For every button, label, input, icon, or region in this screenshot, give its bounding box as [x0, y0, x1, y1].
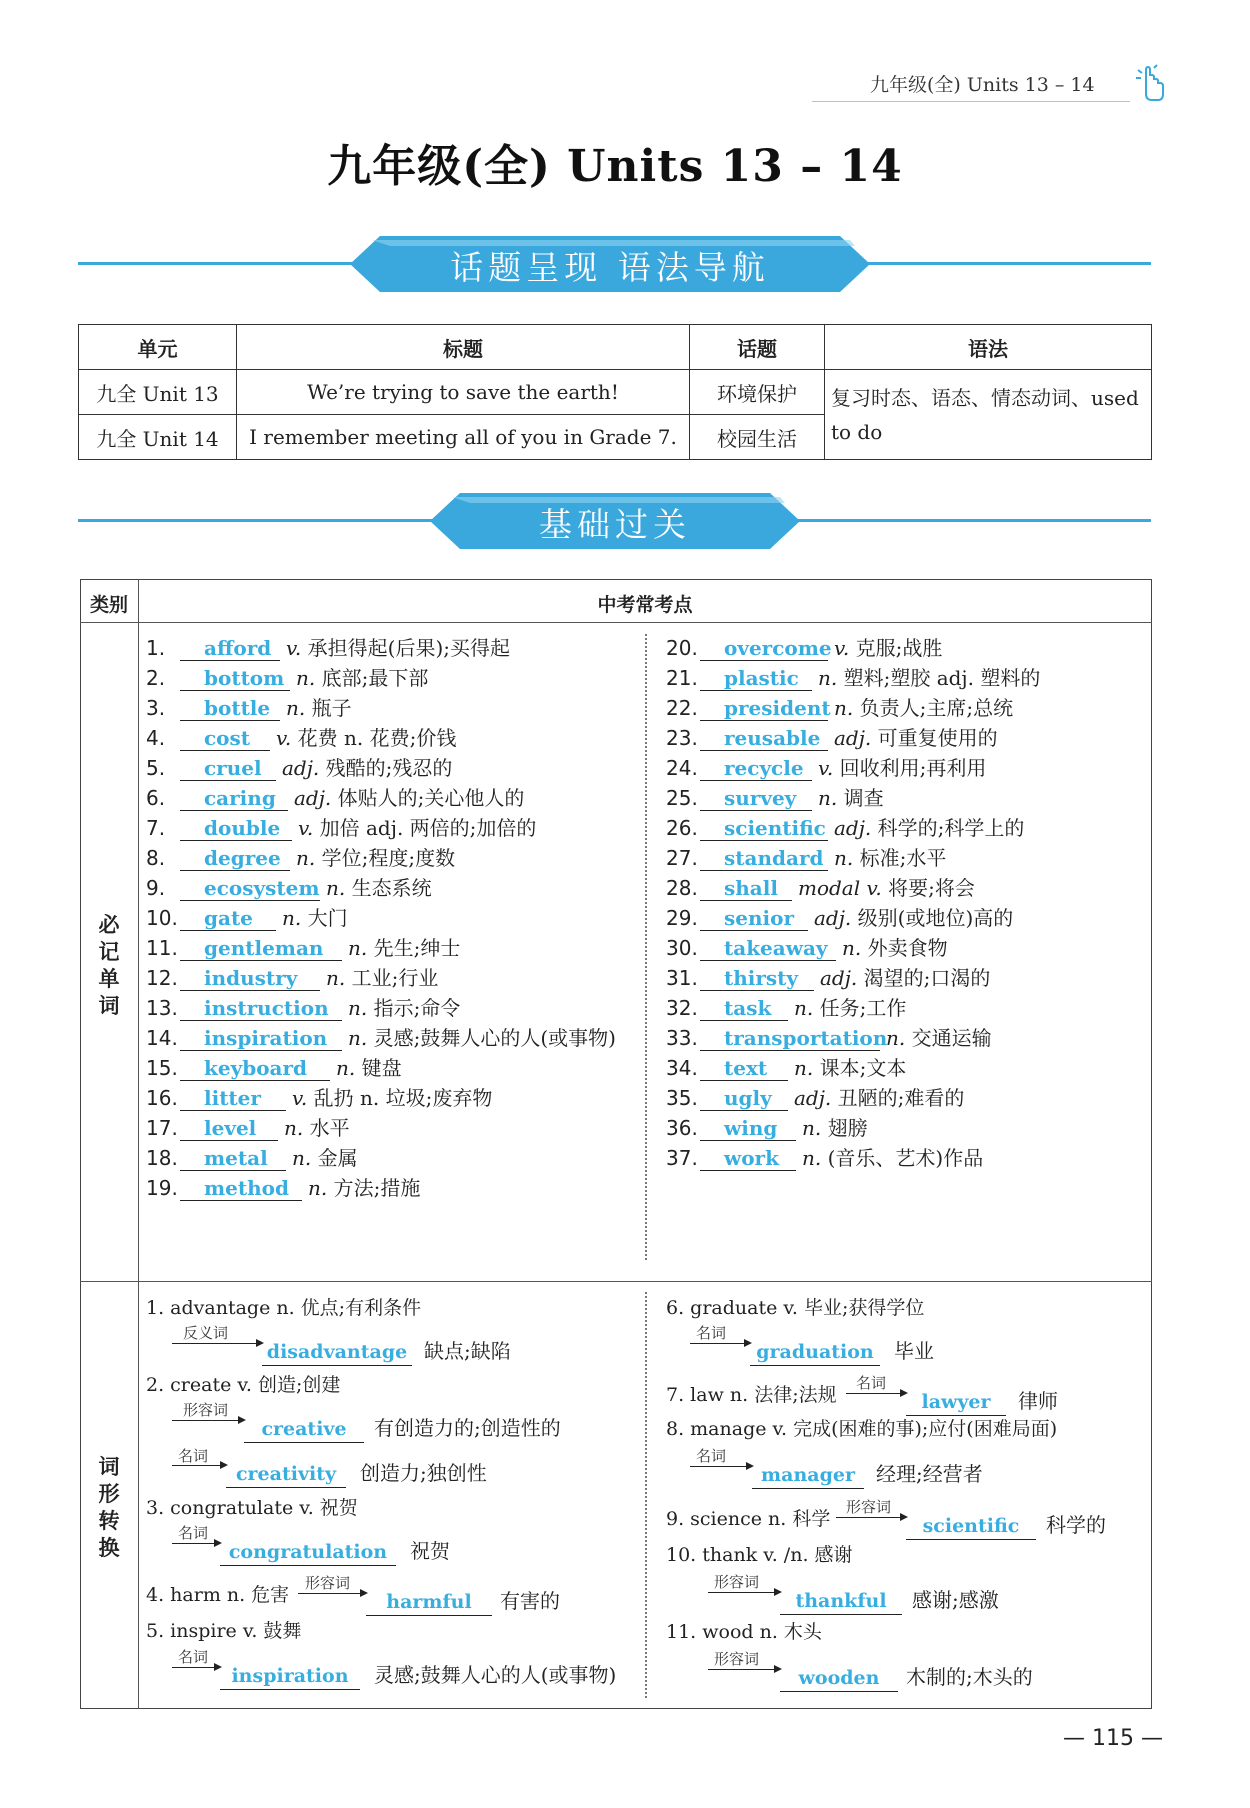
vocab-item [146, 993, 616, 1023]
form-meaning: 有创造力的;创造性的 [374, 1416, 561, 1440]
form-question: 5. inspire v. 鼓舞 [146, 1620, 302, 1642]
item-number: 19. [146, 1176, 178, 1200]
arrow-icon [708, 1669, 780, 1670]
answer-blank: wing [700, 1116, 796, 1141]
form-relation-label: 形容词 [846, 1498, 892, 1516]
meaning: 工业;行业 [351, 966, 439, 990]
item-number: 12. [146, 966, 178, 990]
part-of-speech: n. [818, 786, 838, 810]
category-forms: 词形转换 [98, 1455, 120, 1560]
arrow-icon [172, 1343, 262, 1344]
vocab-item [146, 693, 616, 723]
item-number: 3. [146, 696, 166, 720]
answer-blank: industry [180, 966, 320, 991]
item-number: 24. [666, 756, 698, 780]
vocab-item [146, 1143, 616, 1173]
answer-blank: ecosystem [180, 876, 320, 901]
part-of-speech: modal v. [798, 876, 882, 900]
item-number: 25. [666, 786, 698, 810]
column-separator [645, 1292, 647, 1698]
meaning: 先生;绅士 [373, 936, 461, 960]
category-vocab: 必记单词 [98, 913, 120, 1018]
vocab-item [666, 1113, 1040, 1143]
topic-cell: 环境保护 [690, 370, 825, 415]
form-relation-label: 形容词 [305, 1574, 351, 1592]
meaning: 级别(或地位)高的 [857, 906, 1014, 930]
vocab-item [146, 933, 616, 963]
meaning: 花费 n. 花费;价钱 [297, 726, 457, 750]
vocab-item [146, 1023, 616, 1053]
form-question: 8. manage v. 完成(困难的事);应付(困难局面) [666, 1418, 1058, 1440]
meaning: 渴望的;口渴的 [863, 966, 991, 990]
part-of-speech: adj. [282, 756, 320, 780]
form-answer: wooden [780, 1665, 898, 1692]
item-number: 8. [146, 846, 166, 870]
form-answer: harmful [366, 1589, 492, 1616]
part-of-speech: n. [282, 906, 302, 930]
meaning: 课本;文本 [819, 1056, 907, 1080]
meaning: 外卖食物 [867, 936, 948, 960]
item-number: 15. [146, 1056, 178, 1080]
arrow-icon [708, 1592, 780, 1593]
form-question: 7. law n. 法律;法规 [666, 1384, 837, 1406]
table-divider [138, 579, 139, 1709]
meaning: 将要;将会 [888, 876, 975, 900]
part-of-speech: n. [326, 876, 346, 900]
meaning: 残酷的;残忍的 [325, 756, 453, 780]
form-question: 2. create v. 创造;创建 [146, 1374, 341, 1396]
col-header-topic: 话题 [690, 325, 825, 370]
part-of-speech: n. [336, 1056, 356, 1080]
meaning: 调查 [843, 786, 884, 810]
arrow-icon [172, 1667, 220, 1668]
vocab-item [666, 873, 1040, 903]
arrow-icon [846, 1393, 906, 1394]
item-number: 18. [146, 1146, 178, 1170]
part-of-speech: v. [286, 636, 302, 660]
form-relation-label: 名词 [178, 1524, 209, 1542]
arrow-icon [690, 1466, 752, 1467]
meaning: 丑陋的;难看的 [837, 1086, 965, 1110]
form-question: 9. science n. 科学 [666, 1508, 831, 1530]
column-separator [645, 634, 647, 1260]
item-number: 22. [666, 696, 698, 720]
vocab-item [666, 933, 1040, 963]
form-meaning: 灵感;鼓舞人心的人(或事物) [374, 1663, 617, 1687]
form-meaning: 律师 [1018, 1389, 1058, 1413]
form-question: 6. graduate v. 毕业;获得学位 [666, 1297, 925, 1319]
table-divider [80, 1281, 1152, 1282]
vocab-item [666, 1023, 1040, 1053]
answer-blank: overcome [700, 636, 828, 661]
meaning: 科学的;科学上的 [877, 816, 1025, 840]
overview-table [78, 324, 1152, 460]
meaning: 任务;工作 [819, 996, 907, 1020]
answer-blank: shall [700, 876, 792, 901]
running-header-rule [812, 101, 1130, 102]
meaning: 负责人;主席;总统 [859, 696, 1014, 720]
part-of-speech: n. [834, 846, 854, 870]
part-of-speech: n. [794, 1056, 814, 1080]
item-number: 31. [666, 966, 698, 990]
vocab-list-right [666, 633, 1040, 1173]
part-of-speech: adj. [820, 966, 858, 990]
meaning: (音乐、艺术)作品 [827, 1146, 984, 1170]
banner-topic: 话题呈现 语法导航 [450, 248, 770, 287]
answer-blank: reusable [700, 726, 828, 751]
col-header-points: 中考常考点 [597, 594, 693, 616]
item-number: 33. [666, 1026, 698, 1050]
part-of-speech: n. [802, 1116, 822, 1140]
col-header-title: 标题 [237, 325, 690, 370]
meaning: 瓶子 [311, 696, 352, 720]
answer-blank: plastic [700, 666, 812, 691]
meaning: 翅膀 [827, 1116, 868, 1140]
form-meaning: 木制的;木头的 [906, 1665, 1033, 1689]
item-number: 2. [146, 666, 166, 690]
form-answer: graduation [750, 1339, 880, 1366]
vocab-item [666, 723, 1040, 753]
answer-blank: standard [700, 846, 828, 871]
meaning: 底部;最下部 [321, 666, 429, 690]
form-relation-label: 反义词 [183, 1324, 229, 1342]
item-number: 17. [146, 1116, 178, 1140]
meaning: 学位;程度;度数 [321, 846, 456, 870]
form-question: 1. advantage n. 优点;有利条件 [146, 1297, 422, 1319]
arrow-icon [172, 1420, 244, 1421]
arrow-icon [836, 1517, 906, 1518]
part-of-speech: n. [326, 966, 346, 990]
answer-blank: ugly [700, 1086, 788, 1111]
form-meaning: 祝贺 [410, 1539, 450, 1563]
item-number: 28. [666, 876, 698, 900]
meaning: 标准;水平 [859, 846, 947, 870]
vocab-item [146, 723, 616, 753]
form-meaning: 科学的 [1046, 1513, 1106, 1537]
vocab-item [666, 993, 1040, 1023]
vocab-item [146, 1113, 616, 1143]
vocab-item [666, 903, 1040, 933]
form-relation-label: 形容词 [714, 1573, 760, 1591]
banner-basics: 基础过关 [539, 505, 691, 544]
part-of-speech: n. [794, 996, 814, 1020]
form-answer: manager [752, 1462, 864, 1489]
part-of-speech: adj. [834, 726, 872, 750]
vocab-item [666, 693, 1040, 723]
vocab-item [666, 963, 1040, 993]
form-meaning: 创造力;独创性 [360, 1461, 487, 1485]
form-answer: scientific [906, 1513, 1036, 1540]
meaning: 加倍 adj. 两倍的;加倍的 [319, 816, 537, 840]
item-number: 5. [146, 756, 166, 780]
answer-blank: transportation [700, 1026, 880, 1051]
answer-blank: cost [180, 726, 270, 751]
answer-blank: task [700, 996, 788, 1021]
answer-blank: afford [180, 636, 280, 661]
form-answer: thankful [780, 1588, 902, 1615]
part-of-speech: n. [802, 1146, 822, 1170]
item-number: 29. [666, 906, 698, 930]
item-number: 20. [666, 636, 698, 660]
meaning: 塑料;塑胶 adj. 塑料的 [843, 666, 1041, 690]
form-answer: creativity [226, 1461, 346, 1488]
form-relation-label: 形容词 [714, 1650, 760, 1668]
answer-blank: gate [180, 906, 276, 931]
item-number: 36. [666, 1116, 698, 1140]
unit-cell: 九全 Unit 14 [79, 415, 237, 460]
form-relation-label: 名词 [696, 1324, 727, 1342]
vocab-item [146, 1083, 616, 1113]
answer-blank: senior [700, 906, 808, 931]
answer-blank: litter [180, 1086, 286, 1111]
vocab-item [146, 813, 616, 843]
item-number: 11. [146, 936, 178, 960]
answer-blank: caring [180, 786, 288, 811]
item-number: 16. [146, 1086, 178, 1110]
part-of-speech: adj. [814, 906, 852, 930]
title-cell: We’re trying to save the earth! [237, 370, 690, 415]
part-of-speech: n. [308, 1176, 328, 1200]
title-cell: I remember meeting all of you in Grade 7. [237, 415, 690, 460]
col-header-category: 类别 [89, 594, 128, 616]
part-of-speech: n. [284, 1116, 304, 1140]
item-number: 13. [146, 996, 178, 1020]
vocab-item [666, 1083, 1040, 1113]
form-question: 11. wood n. 木头 [666, 1621, 822, 1643]
unit-cell: 九全 Unit 13 [79, 370, 237, 415]
meaning: 生态系统 [351, 876, 432, 900]
item-number: 9. [146, 876, 166, 900]
answer-blank: double [180, 816, 292, 841]
meaning: 回收利用;再利用 [839, 756, 987, 780]
vocab-item [146, 963, 616, 993]
item-number: 27. [666, 846, 698, 870]
form-answer: lawyer [906, 1389, 1006, 1416]
vocab-item [666, 783, 1040, 813]
table-row [79, 370, 1152, 415]
meaning: 键盘 [361, 1056, 402, 1080]
item-number: 10. [146, 906, 178, 930]
part-of-speech: adj. [794, 1086, 832, 1110]
running-header: 九年级(全) Units 13 – 14 [870, 74, 1095, 96]
meaning: 体贴人的;关心他人的 [337, 786, 525, 810]
form-relation-label: 名词 [178, 1648, 209, 1666]
form-answer: inspiration [220, 1663, 360, 1690]
form-question: 3. congratulate v. 祝贺 [146, 1497, 358, 1519]
grammar-cell: 复习时态、语态、情态动词、used to do [825, 370, 1152, 460]
vocab-item [666, 1053, 1040, 1083]
part-of-speech: n. [296, 666, 316, 690]
part-of-speech: n. [886, 1026, 906, 1050]
answer-blank: president [700, 696, 828, 721]
item-number: 21. [666, 666, 698, 690]
arrow-icon [690, 1343, 750, 1344]
meaning: 克服;战胜 [855, 636, 943, 660]
part-of-speech: v. [276, 726, 292, 750]
vocab-item [666, 1143, 1040, 1173]
item-number: 23. [666, 726, 698, 750]
part-of-speech: v. [298, 816, 314, 840]
vocab-list-left [146, 633, 616, 1203]
item-number: 26. [666, 816, 698, 840]
form-relation-label: 名词 [696, 1447, 727, 1465]
item-number: 30. [666, 936, 698, 960]
answer-blank: level [180, 1116, 278, 1141]
vocab-item [146, 663, 616, 693]
vocab-item [666, 843, 1040, 873]
part-of-speech: n. [834, 696, 854, 720]
form-answer: creative [244, 1416, 364, 1443]
vocab-item [666, 633, 1040, 663]
item-number: 37. [666, 1146, 698, 1170]
vocab-item [146, 1053, 616, 1083]
vocab-item [146, 843, 616, 873]
arrow-icon [172, 1465, 226, 1466]
meaning: 方法;措施 [333, 1176, 421, 1200]
item-number: 4. [146, 726, 166, 750]
answer-blank: gentleman [180, 936, 342, 961]
arrow-icon [298, 1593, 366, 1594]
answer-blank: cruel [180, 756, 276, 781]
form-meaning: 缺点;缺陷 [424, 1339, 511, 1363]
answer-blank: thirsty [700, 966, 814, 991]
meaning: 水平 [309, 1116, 350, 1140]
table-divider [80, 622, 1152, 623]
part-of-speech: v. [818, 756, 834, 780]
answer-blank: survey [700, 786, 812, 811]
item-number: 1. [146, 636, 166, 660]
part-of-speech: n. [348, 1026, 368, 1050]
vocab-item [666, 753, 1040, 783]
form-relation-label: 形容词 [183, 1401, 229, 1419]
answer-blank: work [700, 1146, 796, 1171]
meaning: 灵感;鼓舞人心的人(或事物) [373, 1026, 616, 1050]
answer-blank: takeaway [700, 936, 836, 961]
answer-blank: text [700, 1056, 788, 1081]
vocab-item [146, 753, 616, 783]
answer-blank: bottom [180, 666, 290, 691]
part-of-speech: n. [292, 1146, 312, 1170]
meaning: 大门 [307, 906, 348, 930]
answer-blank: scientific [700, 816, 828, 841]
item-number: 34. [666, 1056, 698, 1080]
answer-blank: method [180, 1176, 302, 1201]
part-of-speech: n. [818, 666, 838, 690]
answer-blank: keyboard [180, 1056, 330, 1081]
meaning: 可重复使用的 [877, 726, 998, 750]
part-of-speech: n. [286, 696, 306, 720]
form-answer: congratulation [220, 1539, 396, 1566]
page-number: — 115 — [1063, 1726, 1163, 1751]
part-of-speech: n. [348, 996, 368, 1020]
answer-blank: degree [180, 846, 290, 871]
answer-blank: metal [180, 1146, 286, 1171]
item-number: 6. [146, 786, 166, 810]
form-meaning: 毕业 [894, 1339, 934, 1363]
click-hand-icon [1132, 64, 1166, 104]
col-header-unit: 单元 [79, 325, 237, 370]
vocab-item [666, 813, 1040, 843]
part-of-speech: v. [292, 1086, 308, 1110]
item-number: 7. [146, 816, 166, 840]
part-of-speech: adj. [294, 786, 332, 810]
answer-blank: recycle [700, 756, 812, 781]
form-relation-label: 名词 [856, 1374, 887, 1392]
vocab-item [666, 663, 1040, 693]
form-question: 4. harm n. 危害 [146, 1584, 290, 1606]
part-of-speech: v. [834, 636, 850, 660]
meaning: 乱扔 n. 垃圾;废弃物 [313, 1086, 493, 1110]
arrow-icon [172, 1543, 220, 1544]
form-relation-label: 名词 [178, 1447, 209, 1465]
part-of-speech: n. [296, 846, 316, 870]
form-answer: disadvantage [262, 1339, 412, 1366]
part-of-speech: adj. [834, 816, 872, 840]
col-header-grammar: 语法 [825, 325, 1152, 370]
part-of-speech: n. [842, 936, 862, 960]
meaning: 承担得起(后果);买得起 [307, 636, 510, 660]
form-meaning: 感谢;感激 [912, 1588, 999, 1612]
page-title: 九年级(全) Units 13 – 14 [327, 141, 903, 192]
item-number: 14. [146, 1026, 178, 1050]
form-meaning: 有害的 [500, 1589, 560, 1613]
item-number: 35. [666, 1086, 698, 1110]
vocab-item [146, 1173, 616, 1203]
vocab-item [146, 873, 616, 903]
vocab-item [146, 633, 616, 663]
answer-blank: inspiration [180, 1026, 342, 1051]
meaning: 交通运输 [911, 1026, 992, 1050]
answer-blank: instruction [180, 996, 342, 1021]
part-of-speech: n. [348, 936, 368, 960]
topic-cell: 校园生活 [690, 415, 825, 460]
form-meaning: 经理;经营者 [876, 1462, 983, 1486]
vocab-item [146, 783, 616, 813]
vocab-item [146, 903, 616, 933]
form-question: 10. thank v. /n. 感谢 [666, 1544, 853, 1566]
meaning: 指示;命令 [373, 996, 461, 1020]
meaning: 金属 [317, 1146, 358, 1170]
answer-blank: bottle [180, 696, 280, 721]
item-number: 32. [666, 996, 698, 1020]
